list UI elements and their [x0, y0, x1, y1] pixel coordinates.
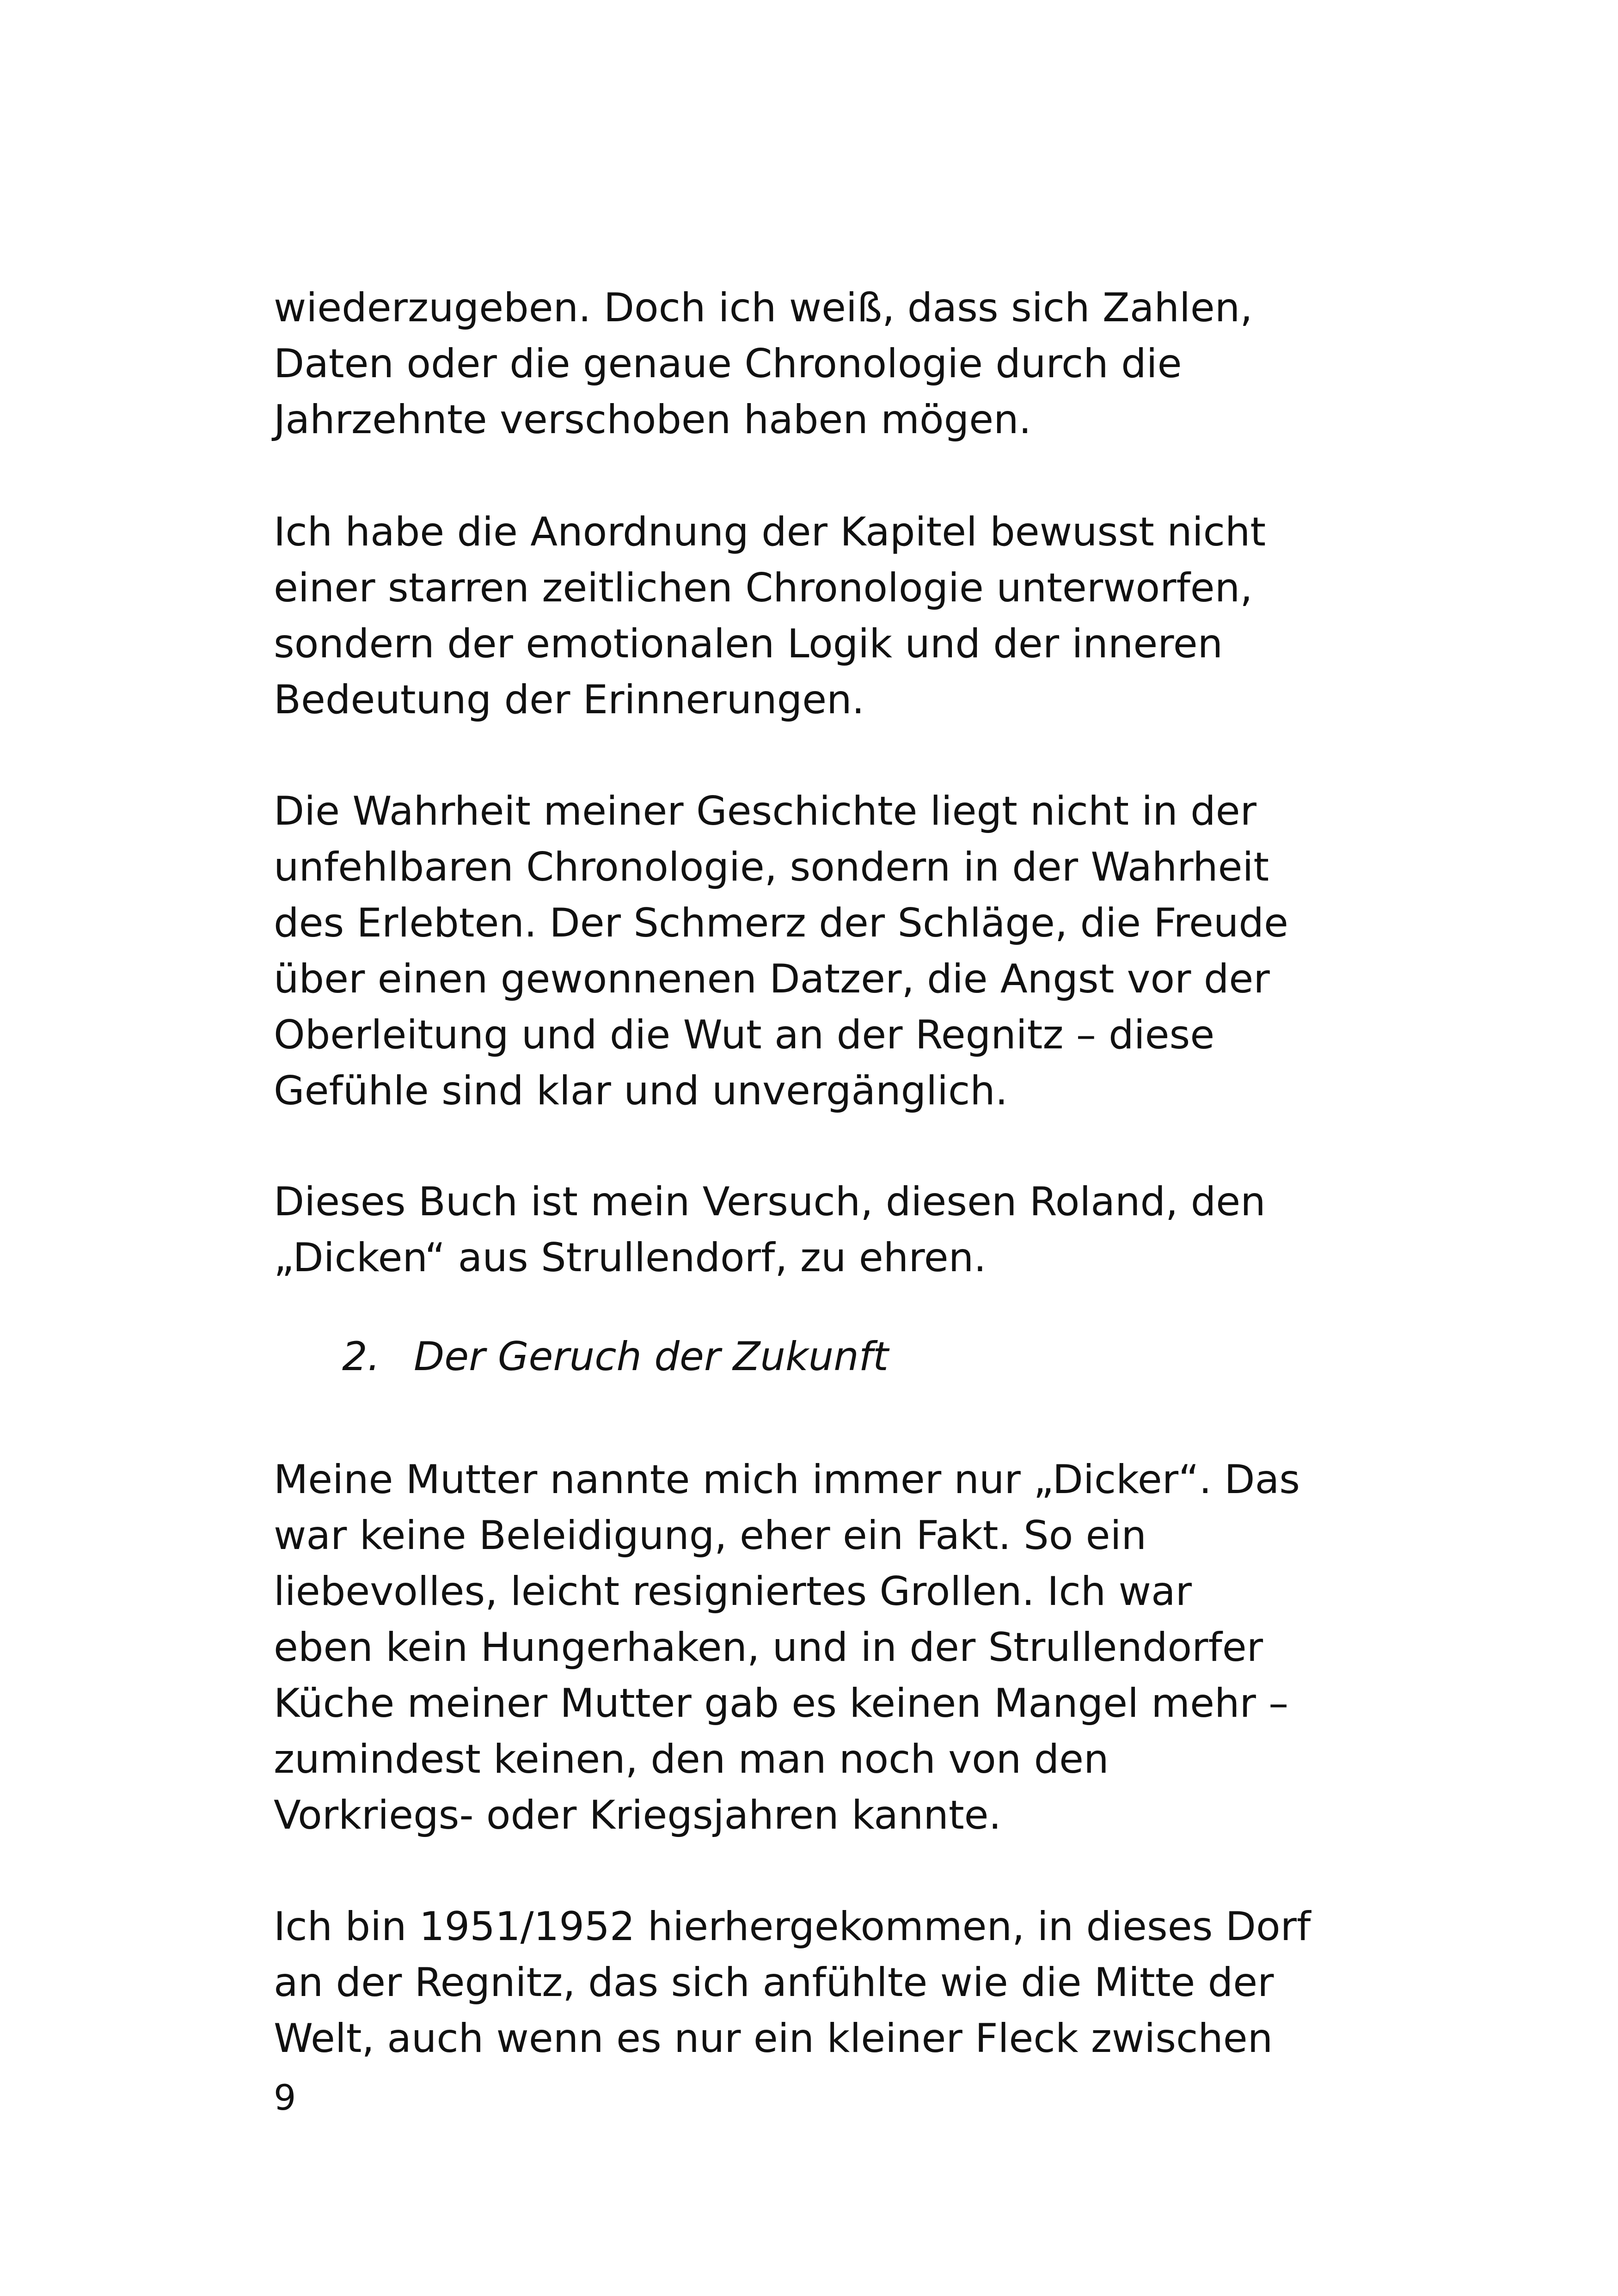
- chapter-number: 2.: [342, 1334, 380, 1380]
- text-line: war keine Beleidigung, eher ein Fakt. So ein: [274, 1512, 1146, 1559]
- text-line: Daten oder die genaue Chronologie durch die: [274, 341, 1182, 387]
- text-line: wiederzugeben. Doch ich weiß, dass sich Zahlen,: [274, 285, 1253, 331]
- text-line: Ich habe die Anordnung der Kapitel bewusst nicht: [274, 509, 1266, 555]
- page-number: 9: [274, 2077, 296, 2118]
- chapter-heading: [342, 1329, 889, 1385]
- text-line: „Dicken“ aus Strullendorf, zu ehren.: [274, 1235, 987, 1281]
- text-line: unfehlbaren Chronologie, sondern in der Wahrheit: [274, 844, 1269, 890]
- paragraph: [274, 784, 1411, 1119]
- text-line: Bedeutung der Erinnerungen.: [274, 677, 864, 723]
- text-line: einer starren zeitlichen Chronologie unterworfen,: [274, 565, 1253, 611]
- text-line: Küche meiner Mutter gab es keinen Mangel mehr –: [274, 1680, 1289, 1727]
- text-line: Meine Mutter nannte mich immer nur „Dicker“. Das: [274, 1457, 1300, 1503]
- text-line: Oberleitung und die Wut an der Regnitz – diese: [274, 1012, 1215, 1058]
- text-line: Die Wahrheit meiner Geschichte liegt nicht in der: [274, 788, 1256, 834]
- text-line: Dieses Buch ist mein Versuch, diesen Roland, den: [274, 1179, 1266, 1225]
- text-line: eben kein Hungerhaken, und in der Strullendorfer: [274, 1624, 1263, 1671]
- text-line: Gefühle sind klar und unvergänglich.: [274, 1068, 1008, 1114]
- paragraph: [274, 1899, 1411, 2067]
- text-line: des Erlebten. Der Schmerz der Schläge, die Freude: [274, 900, 1288, 946]
- text-line: sondern der emotionalen Logik und der inneren: [274, 621, 1223, 667]
- text-line: liebevolles, leicht resigniertes Grollen. Ich war: [274, 1568, 1192, 1615]
- text-line: Jahrzehnte verschoben haben mögen.: [274, 397, 1031, 443]
- text-line: zumindest keinen, den man noch von den: [274, 1736, 1109, 1782]
- text-line: Ich bin 1951/1952 hierhergekommen, in dieses Dorf: [274, 1904, 1311, 1950]
- text-line: Welt, auch wenn es nur ein kleiner Fleck zwischen: [274, 2015, 1273, 2062]
- paragraph: [274, 504, 1411, 728]
- paragraph: [274, 1174, 1411, 1286]
- chapter-title: Der Geruch der Zukunft: [414, 1334, 889, 1380]
- paragraph: [274, 280, 1411, 448]
- text-line: über einen gewonnenen Datzer, die Angst vor der: [274, 956, 1270, 1002]
- text-line: an der Regnitz, das sich anfühlte wie die Mitte der: [274, 1959, 1274, 2006]
- text-line: Vorkriegs- oder Kriegsjahren kannte.: [274, 1792, 1001, 1838]
- paragraph: [274, 1452, 1411, 1843]
